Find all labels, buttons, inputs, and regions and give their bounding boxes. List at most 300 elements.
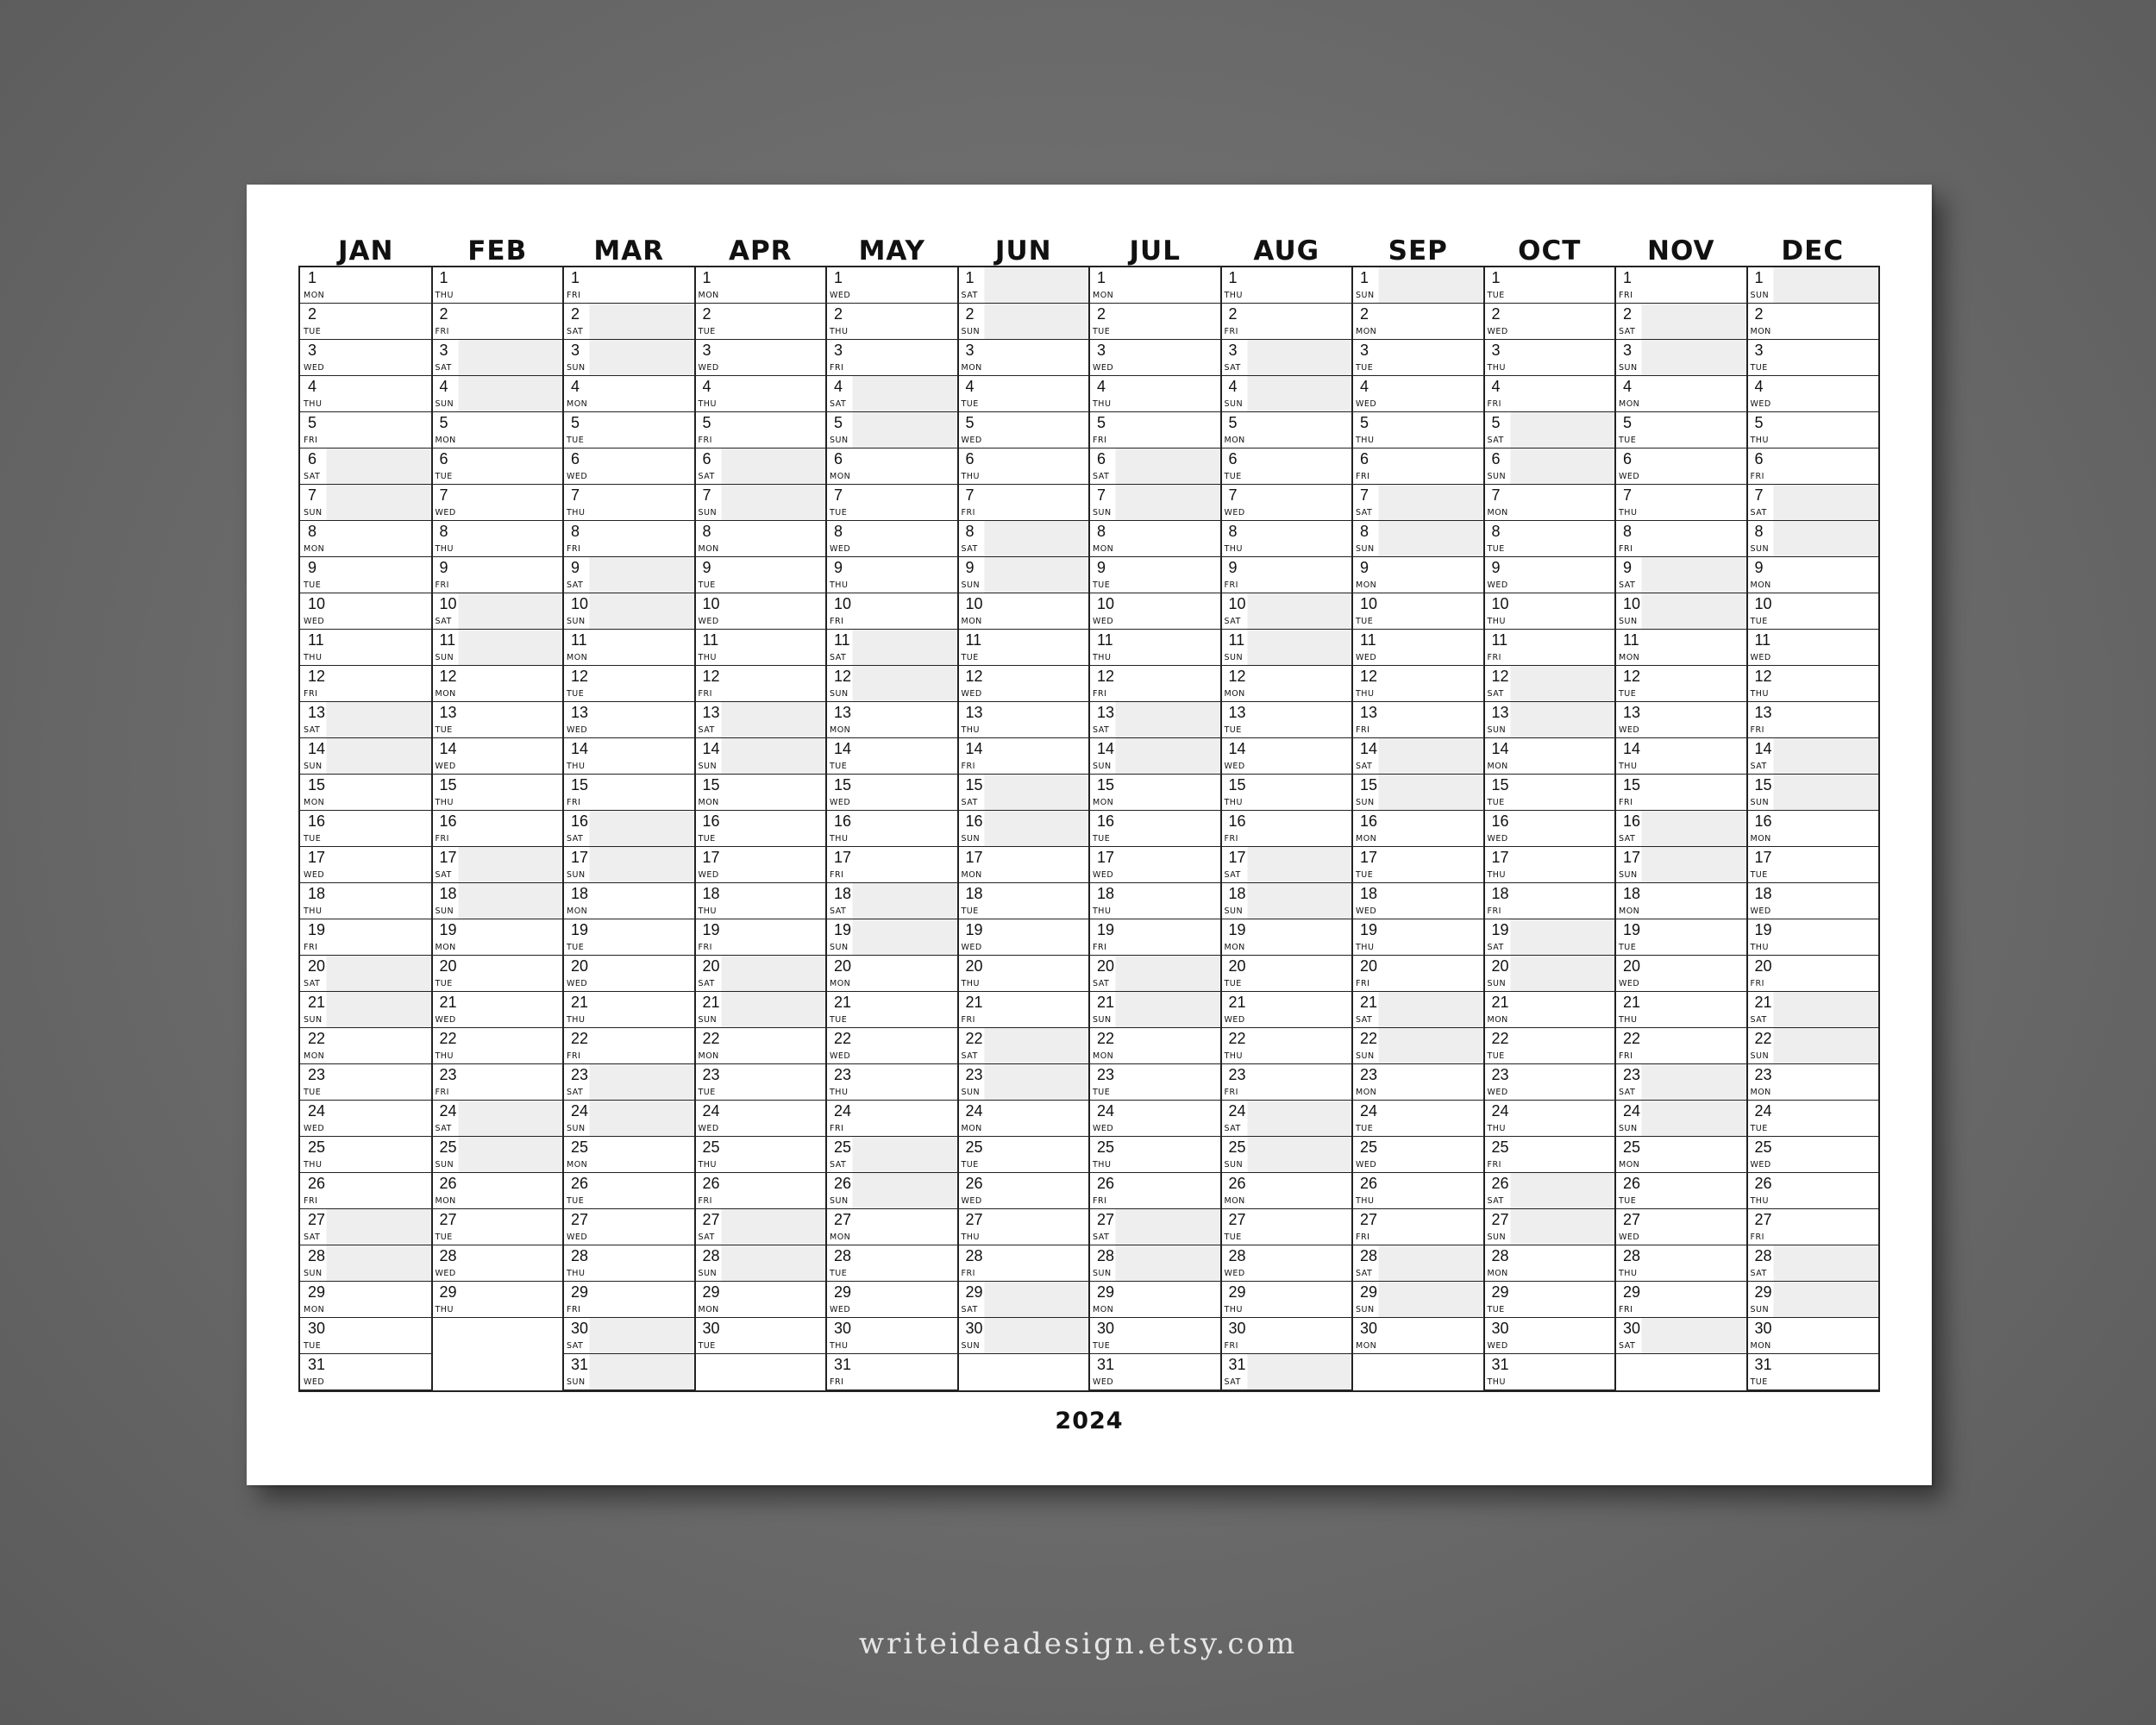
day-cell[interactable] — [695, 1245, 827, 1282]
day-cell[interactable] — [1484, 376, 1616, 412]
day-cell[interactable] — [300, 883, 432, 919]
day-cell[interactable] — [958, 775, 1090, 811]
day-cell[interactable] — [432, 521, 564, 557]
day-cell[interactable] — [1089, 304, 1221, 340]
day-cell[interactable] — [1089, 448, 1221, 485]
day-cell[interactable] — [1747, 666, 1879, 702]
day-cell[interactable] — [1747, 304, 1879, 340]
day-cell[interactable] — [432, 1064, 564, 1101]
day-cell[interactable] — [300, 1282, 432, 1318]
day-cell[interactable] — [1352, 448, 1484, 485]
day-cell[interactable] — [563, 1354, 695, 1390]
day-cell[interactable] — [1221, 1282, 1353, 1318]
day-cell[interactable] — [826, 1354, 958, 1390]
day-cell[interactable] — [1221, 775, 1353, 811]
day-cell[interactable] — [1747, 593, 1879, 630]
day-cell[interactable] — [958, 1245, 1090, 1282]
day-cell[interactable] — [300, 1137, 432, 1173]
day-cell[interactable] — [1221, 1245, 1353, 1282]
day-cell[interactable] — [1484, 485, 1616, 521]
day-cell[interactable] — [563, 775, 695, 811]
day-cell[interactable] — [563, 811, 695, 847]
day-cell[interactable] — [1352, 738, 1484, 775]
day-cell[interactable] — [1747, 775, 1879, 811]
day-cell[interactable] — [695, 738, 827, 775]
day-cell[interactable] — [300, 412, 432, 448]
day-cell[interactable] — [1484, 1245, 1616, 1282]
day-cell[interactable] — [1615, 702, 1747, 738]
day-cell[interactable] — [1352, 775, 1484, 811]
day-cell[interactable] — [300, 1028, 432, 1064]
day-cell[interactable] — [1747, 1173, 1879, 1209]
day-cell[interactable] — [958, 376, 1090, 412]
day-cell[interactable] — [1615, 1245, 1747, 1282]
day-cell[interactable] — [300, 376, 432, 412]
day-cell[interactable] — [1484, 521, 1616, 557]
day-cell[interactable] — [826, 738, 958, 775]
day-cell[interactable] — [1352, 1318, 1484, 1354]
day-cell[interactable] — [958, 1064, 1090, 1101]
day-cell[interactable] — [695, 811, 827, 847]
day-cell[interactable] — [1747, 1137, 1879, 1173]
day-cell[interactable] — [1089, 1173, 1221, 1209]
day-cell[interactable] — [958, 557, 1090, 593]
day-cell[interactable] — [563, 485, 695, 521]
day-cell[interactable] — [432, 738, 564, 775]
day-cell[interactable] — [1221, 340, 1353, 376]
day-cell[interactable] — [1089, 811, 1221, 847]
day-cell[interactable] — [1352, 811, 1484, 847]
day-cell[interactable] — [1352, 485, 1484, 521]
day-cell[interactable] — [1221, 811, 1353, 847]
day-cell[interactable] — [1352, 666, 1484, 702]
day-cell[interactable] — [695, 1028, 827, 1064]
day-cell[interactable] — [300, 956, 432, 992]
day-cell[interactable] — [300, 1064, 432, 1101]
day-cell[interactable] — [1747, 521, 1879, 557]
day-cell[interactable] — [1221, 956, 1353, 992]
day-cell[interactable] — [1089, 992, 1221, 1028]
day-cell[interactable] — [1747, 1318, 1879, 1354]
day-cell[interactable] — [826, 593, 958, 630]
day-cell[interactable] — [826, 1245, 958, 1282]
day-cell[interactable] — [1615, 340, 1747, 376]
day-cell[interactable] — [1089, 557, 1221, 593]
day-cell[interactable] — [563, 630, 695, 666]
day-cell[interactable] — [432, 1101, 564, 1137]
day-cell[interactable] — [1221, 919, 1353, 956]
day-cell[interactable] — [1747, 1354, 1879, 1390]
day-cell[interactable] — [563, 956, 695, 992]
day-cell[interactable] — [1221, 883, 1353, 919]
day-cell[interactable] — [563, 1318, 695, 1354]
day-cell[interactable] — [1484, 412, 1616, 448]
day-cell[interactable] — [1352, 919, 1484, 956]
day-cell[interactable] — [958, 630, 1090, 666]
day-cell[interactable] — [300, 593, 432, 630]
day-cell[interactable] — [563, 340, 695, 376]
day-cell[interactable] — [1089, 412, 1221, 448]
day-cell[interactable] — [1484, 267, 1616, 304]
day-cell[interactable] — [1089, 702, 1221, 738]
day-cell[interactable] — [826, 702, 958, 738]
day-cell[interactable] — [1221, 1028, 1353, 1064]
day-cell[interactable] — [1089, 593, 1221, 630]
day-cell[interactable] — [1615, 376, 1747, 412]
day-cell[interactable] — [1352, 267, 1484, 304]
day-cell[interactable] — [432, 1245, 564, 1282]
day-cell[interactable] — [300, 666, 432, 702]
day-cell[interactable] — [300, 992, 432, 1028]
day-cell[interactable] — [1615, 304, 1747, 340]
day-cell[interactable] — [1484, 1354, 1616, 1390]
day-cell[interactable] — [1747, 485, 1879, 521]
day-cell[interactable] — [1221, 666, 1353, 702]
day-cell[interactable] — [1484, 883, 1616, 919]
day-cell[interactable] — [826, 1318, 958, 1354]
day-cell[interactable] — [1484, 1209, 1616, 1245]
day-cell[interactable] — [432, 666, 564, 702]
day-cell[interactable] — [1747, 1209, 1879, 1245]
day-cell[interactable] — [695, 485, 827, 521]
day-cell[interactable] — [1615, 521, 1747, 557]
day-cell[interactable] — [563, 1064, 695, 1101]
day-cell[interactable] — [695, 340, 827, 376]
day-cell[interactable] — [1615, 593, 1747, 630]
day-cell[interactable] — [1221, 485, 1353, 521]
day-cell[interactable] — [826, 775, 958, 811]
day-cell[interactable] — [563, 1245, 695, 1282]
day-cell[interactable] — [1747, 738, 1879, 775]
day-cell[interactable] — [1221, 304, 1353, 340]
day-cell[interactable] — [1352, 304, 1484, 340]
day-cell[interactable] — [563, 992, 695, 1028]
day-cell[interactable] — [300, 521, 432, 557]
day-cell[interactable] — [1747, 702, 1879, 738]
day-cell[interactable] — [300, 738, 432, 775]
day-cell[interactable] — [826, 557, 958, 593]
day-cell[interactable] — [1615, 956, 1747, 992]
day-cell[interactable] — [300, 847, 432, 883]
day-cell[interactable] — [432, 1173, 564, 1209]
day-cell[interactable] — [1484, 593, 1616, 630]
day-cell[interactable] — [1615, 630, 1747, 666]
day-cell[interactable] — [563, 1101, 695, 1137]
day-cell[interactable] — [1352, 1282, 1484, 1318]
day-cell[interactable] — [826, 630, 958, 666]
day-cell[interactable] — [1747, 557, 1879, 593]
day-cell[interactable] — [1747, 267, 1879, 304]
day-cell[interactable] — [1747, 992, 1879, 1028]
day-cell[interactable] — [300, 1173, 432, 1209]
day-cell[interactable] — [1221, 1137, 1353, 1173]
day-cell[interactable] — [826, 811, 958, 847]
day-cell[interactable] — [563, 919, 695, 956]
day-cell[interactable] — [1484, 919, 1616, 956]
day-cell[interactable] — [300, 1354, 432, 1390]
day-cell[interactable] — [1089, 1101, 1221, 1137]
day-cell[interactable] — [958, 448, 1090, 485]
day-cell[interactable] — [563, 847, 695, 883]
day-cell[interactable] — [563, 666, 695, 702]
day-cell[interactable] — [1352, 412, 1484, 448]
day-cell[interactable] — [1484, 1101, 1616, 1137]
day-cell[interactable] — [432, 412, 564, 448]
day-cell[interactable] — [958, 1282, 1090, 1318]
day-cell[interactable] — [432, 340, 564, 376]
day-cell[interactable] — [1352, 702, 1484, 738]
day-cell[interactable] — [432, 557, 564, 593]
day-cell[interactable] — [958, 267, 1090, 304]
day-cell[interactable] — [1615, 1282, 1747, 1318]
day-cell[interactable] — [1615, 1028, 1747, 1064]
day-cell[interactable] — [1615, 847, 1747, 883]
day-cell[interactable] — [563, 738, 695, 775]
day-cell[interactable] — [1484, 1137, 1616, 1173]
day-cell[interactable] — [300, 267, 432, 304]
day-cell[interactable] — [826, 1028, 958, 1064]
day-cell[interactable] — [826, 1173, 958, 1209]
day-cell[interactable] — [1089, 847, 1221, 883]
day-cell[interactable] — [826, 956, 958, 992]
day-cell[interactable] — [1615, 1173, 1747, 1209]
day-cell[interactable] — [1089, 267, 1221, 304]
day-cell[interactable] — [958, 340, 1090, 376]
day-cell[interactable] — [1615, 557, 1747, 593]
day-cell[interactable] — [958, 593, 1090, 630]
day-cell[interactable] — [695, 376, 827, 412]
day-cell[interactable] — [300, 702, 432, 738]
day-cell[interactable] — [432, 267, 564, 304]
day-cell[interactable] — [432, 1282, 564, 1318]
day-cell[interactable] — [695, 1137, 827, 1173]
day-cell[interactable] — [432, 775, 564, 811]
day-cell[interactable] — [300, 448, 432, 485]
day-cell[interactable] — [1615, 883, 1747, 919]
day-cell[interactable] — [1615, 738, 1747, 775]
day-cell[interactable] — [1089, 521, 1221, 557]
day-cell[interactable] — [300, 557, 432, 593]
day-cell[interactable] — [695, 1209, 827, 1245]
day-cell[interactable] — [1221, 847, 1353, 883]
day-cell[interactable] — [1747, 1245, 1879, 1282]
day-cell[interactable] — [958, 304, 1090, 340]
day-cell[interactable] — [695, 702, 827, 738]
day-cell[interactable] — [958, 412, 1090, 448]
day-cell[interactable] — [958, 811, 1090, 847]
day-cell[interactable] — [1352, 593, 1484, 630]
day-cell[interactable] — [1747, 448, 1879, 485]
day-cell[interactable] — [695, 521, 827, 557]
day-cell[interactable] — [826, 1282, 958, 1318]
day-cell[interactable] — [695, 1064, 827, 1101]
day-cell[interactable] — [432, 883, 564, 919]
day-cell[interactable] — [1089, 630, 1221, 666]
day-cell[interactable] — [1747, 847, 1879, 883]
day-cell[interactable] — [695, 883, 827, 919]
day-cell[interactable] — [695, 304, 827, 340]
day-cell[interactable] — [1747, 919, 1879, 956]
day-cell[interactable] — [826, 267, 958, 304]
day-cell[interactable] — [1089, 1318, 1221, 1354]
day-cell[interactable] — [1221, 1318, 1353, 1354]
day-cell[interactable] — [1352, 847, 1484, 883]
day-cell[interactable] — [1747, 1101, 1879, 1137]
day-cell[interactable] — [826, 1137, 958, 1173]
day-cell[interactable] — [826, 919, 958, 956]
day-cell[interactable] — [1484, 340, 1616, 376]
day-cell[interactable] — [1352, 992, 1484, 1028]
day-cell[interactable] — [1484, 666, 1616, 702]
day-cell[interactable] — [958, 1101, 1090, 1137]
day-cell[interactable] — [1221, 1064, 1353, 1101]
day-cell[interactable] — [1352, 883, 1484, 919]
day-cell[interactable] — [432, 304, 564, 340]
day-cell[interactable] — [1089, 1245, 1221, 1282]
day-cell[interactable] — [1352, 1028, 1484, 1064]
day-cell[interactable] — [1615, 1209, 1747, 1245]
day-cell[interactable] — [300, 1101, 432, 1137]
day-cell[interactable] — [826, 1064, 958, 1101]
day-cell[interactable] — [1221, 1101, 1353, 1137]
day-cell[interactable] — [1747, 956, 1879, 992]
day-cell[interactable] — [1089, 1282, 1221, 1318]
day-cell[interactable] — [695, 557, 827, 593]
day-cell[interactable] — [1221, 267, 1353, 304]
day-cell[interactable] — [1221, 738, 1353, 775]
day-cell[interactable] — [826, 412, 958, 448]
day-cell[interactable] — [695, 448, 827, 485]
day-cell[interactable] — [1615, 992, 1747, 1028]
day-cell[interactable] — [958, 485, 1090, 521]
day-cell[interactable] — [695, 775, 827, 811]
day-cell[interactable] — [958, 956, 1090, 992]
day-cell[interactable] — [1221, 1173, 1353, 1209]
day-cell[interactable] — [1615, 485, 1747, 521]
day-cell[interactable] — [958, 1137, 1090, 1173]
day-cell[interactable] — [300, 1209, 432, 1245]
day-cell[interactable] — [1221, 376, 1353, 412]
day-cell[interactable] — [826, 1101, 958, 1137]
day-cell[interactable] — [563, 1137, 695, 1173]
day-cell[interactable] — [432, 630, 564, 666]
day-cell[interactable] — [1484, 1064, 1616, 1101]
day-cell[interactable] — [1089, 1209, 1221, 1245]
day-cell[interactable] — [1484, 448, 1616, 485]
day-cell[interactable] — [958, 1209, 1090, 1245]
day-cell[interactable] — [1747, 883, 1879, 919]
day-cell[interactable] — [300, 1245, 432, 1282]
day-cell[interactable] — [1221, 1209, 1353, 1245]
day-cell[interactable] — [563, 593, 695, 630]
day-cell[interactable] — [1747, 811, 1879, 847]
day-cell[interactable] — [563, 557, 695, 593]
day-cell[interactable] — [563, 1028, 695, 1064]
day-cell[interactable] — [1484, 1318, 1616, 1354]
day-cell[interactable] — [1089, 666, 1221, 702]
day-cell[interactable] — [1484, 1173, 1616, 1209]
day-cell[interactable] — [1484, 992, 1616, 1028]
day-cell[interactable] — [1615, 666, 1747, 702]
day-cell[interactable] — [826, 340, 958, 376]
day-cell[interactable] — [1221, 557, 1353, 593]
day-cell[interactable] — [300, 630, 432, 666]
day-cell[interactable] — [1352, 630, 1484, 666]
day-cell[interactable] — [1615, 1137, 1747, 1173]
day-cell[interactable] — [432, 702, 564, 738]
day-cell[interactable] — [1221, 448, 1353, 485]
day-cell[interactable] — [1484, 557, 1616, 593]
day-cell[interactable] — [826, 883, 958, 919]
day-cell[interactable] — [1615, 1064, 1747, 1101]
day-cell[interactable] — [958, 666, 1090, 702]
day-cell[interactable] — [826, 1209, 958, 1245]
day-cell[interactable] — [563, 1209, 695, 1245]
day-cell[interactable] — [1615, 267, 1747, 304]
day-cell[interactable] — [1089, 1064, 1221, 1101]
day-cell[interactable] — [1221, 593, 1353, 630]
day-cell[interactable] — [1484, 702, 1616, 738]
day-cell[interactable] — [1089, 485, 1221, 521]
day-cell[interactable] — [1352, 557, 1484, 593]
day-cell[interactable] — [1615, 1318, 1747, 1354]
day-cell[interactable] — [1747, 376, 1879, 412]
day-cell[interactable] — [958, 1173, 1090, 1209]
day-cell[interactable] — [563, 883, 695, 919]
day-cell[interactable] — [958, 1318, 1090, 1354]
day-cell[interactable] — [826, 448, 958, 485]
day-cell[interactable] — [563, 267, 695, 304]
day-cell[interactable] — [1747, 1064, 1879, 1101]
day-cell[interactable] — [826, 666, 958, 702]
day-cell[interactable] — [1352, 340, 1484, 376]
day-cell[interactable] — [1352, 521, 1484, 557]
day-cell[interactable] — [1484, 811, 1616, 847]
day-cell[interactable] — [300, 811, 432, 847]
day-cell[interactable] — [300, 1318, 432, 1354]
day-cell[interactable] — [1352, 1209, 1484, 1245]
day-cell[interactable] — [563, 448, 695, 485]
day-cell[interactable] — [432, 593, 564, 630]
day-cell[interactable] — [1221, 412, 1353, 448]
day-cell[interactable] — [1089, 883, 1221, 919]
day-cell[interactable] — [1089, 1354, 1221, 1390]
day-cell[interactable] — [695, 666, 827, 702]
day-cell[interactable] — [958, 521, 1090, 557]
day-cell[interactable] — [695, 630, 827, 666]
day-cell[interactable] — [1089, 738, 1221, 775]
day-cell[interactable] — [958, 992, 1090, 1028]
day-cell[interactable] — [1484, 1282, 1616, 1318]
day-cell[interactable] — [958, 738, 1090, 775]
day-cell[interactable] — [958, 847, 1090, 883]
day-cell[interactable] — [695, 919, 827, 956]
day-cell[interactable] — [1089, 919, 1221, 956]
day-cell[interactable] — [1747, 340, 1879, 376]
day-cell[interactable] — [432, 956, 564, 992]
day-cell[interactable] — [1747, 1282, 1879, 1318]
day-cell[interactable] — [1484, 304, 1616, 340]
day-cell[interactable] — [695, 1282, 827, 1318]
day-cell[interactable] — [1747, 412, 1879, 448]
day-cell[interactable] — [695, 412, 827, 448]
day-cell[interactable] — [1089, 1028, 1221, 1064]
day-cell[interactable] — [958, 919, 1090, 956]
day-cell[interactable] — [432, 485, 564, 521]
day-cell[interactable] — [1352, 1173, 1484, 1209]
day-cell[interactable] — [432, 811, 564, 847]
day-cell[interactable] — [826, 485, 958, 521]
